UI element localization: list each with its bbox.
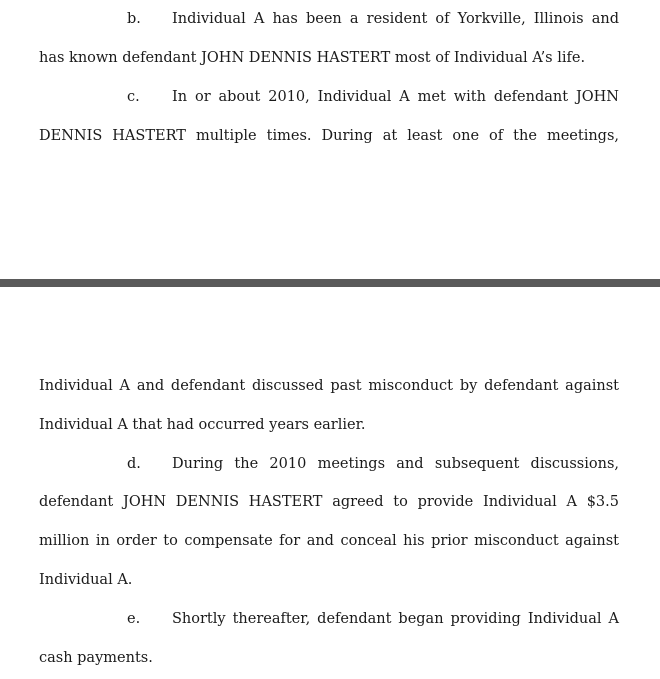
paragraph-d-line-2: defendant JOHN DENNIS HASTERT agreed to provide Individual A $3.5: [39, 494, 619, 510]
paragraph-b-line-2: has known defendant JOHN DENNIS HASTERT most of Individual A’s life.: [39, 50, 586, 66]
paragraph-c-continued-line-2: Individual A that had occurred years earlier.: [39, 417, 366, 433]
paragraph-d-marker: d.: [127, 456, 141, 472]
page-break-divider: [0, 279, 660, 287]
paragraph-c-line-1: In or about 2010, Individual A met with defendant JOHN: [172, 89, 619, 105]
document-page-top: [0, 0, 660, 279]
paragraph-d-line-4: Individual A.: [39, 572, 133, 588]
document-page-bottom: [0, 287, 660, 679]
paragraph-d-line-3: million in order to compensate for and conceal his prior misconduct against: [39, 533, 619, 549]
paragraph-c-marker: c.: [127, 89, 140, 105]
paragraph-e-line-2: cash payments.: [39, 650, 153, 666]
paragraph-b-marker: b.: [127, 11, 141, 27]
paragraph-b-line-1: Individual A has been a resident of Yorkville, Illinois and: [172, 11, 619, 27]
paragraph-e-marker: e.: [127, 611, 141, 627]
paragraph-e-line-1: Shortly thereafter, defendant began providing Individual A: [172, 611, 619, 627]
paragraph-d-line-1: During the 2010 meetings and subsequent discussions,: [172, 456, 619, 472]
paragraph-c-continued-line-1: Individual A and defendant discussed past misconduct by defendant against: [39, 378, 619, 394]
paragraph-c-line-2: DENNIS HASTERT multiple times. During at least one of the meetings,: [39, 128, 619, 144]
